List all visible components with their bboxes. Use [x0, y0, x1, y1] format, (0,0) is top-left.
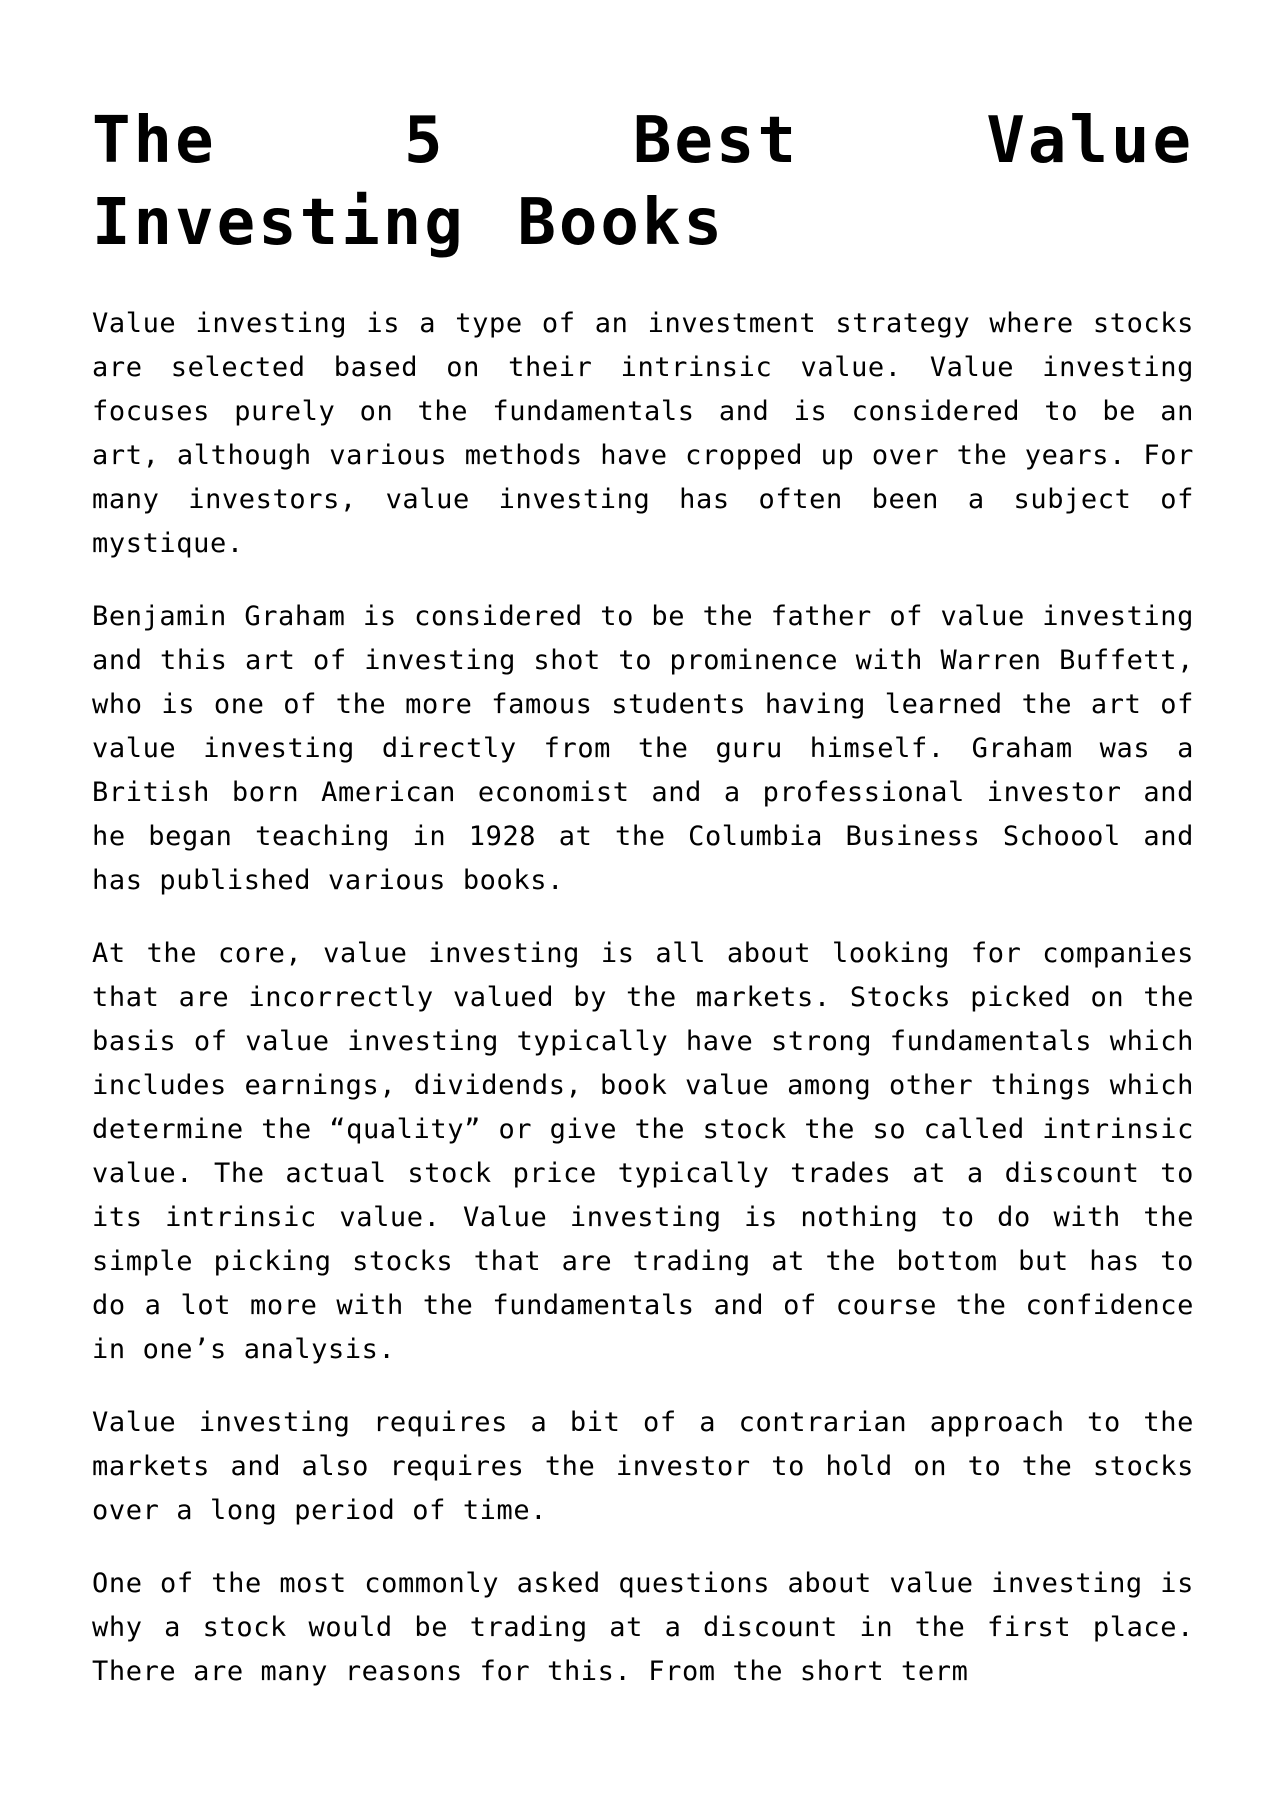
paragraph-intro: Value investing is a type of an investment strategy where stocks are selected based on their intrinsic value. Value investing focuses purely on the fundamentals and is considered to be an art, although various methods have cropped up over the years. For many investors, value investing has often been a subject of mystique.: [92, 308, 1194, 559]
paragraph-core: At the core, value investing is all about looking for companies that are incorrectly valued by the markets. Stocks picked on the basis of value investing typically have strong fundamentals which includes earnings, dividends, book value among other things which determine the “quality” or give the stock the so called intrinsic value. The actual stock price typically trades at a discount to its intrinsic value. Value investing is nothing to do with the simple picking stocks that are trading at the bottom but has to do a lot more with the fundamentals and of course the confidence in one’s analysis.: [92, 938, 1194, 1365]
paragraph-graham: Benjamin Graham is considered to be the father of value investing and this art of investing shot to prominence with Warren Buffett, who is one of the more famous students having learned the art of value investing directly from the guru himself. Graham was a British born American economist and a professional investor and he began teaching in 1928 at the Columbia Business Schoool and has published various books.: [92, 601, 1194, 896]
paragraph-contrarian: Value investing requires a bit of a contrarian approach to the markets and also requires the investor to hold on to the stocks over a long period of time.: [92, 1407, 1194, 1526]
paragraph-discount: One of the most commonly asked questions about value investing is why a stock would be trading at a discount in the first place. There are many reasons for this. From the short term: [92, 1568, 1194, 1687]
article: [92, 100, 1194, 1723]
article-title: The 5 Best Value Investing Books: [92, 104, 1194, 260]
